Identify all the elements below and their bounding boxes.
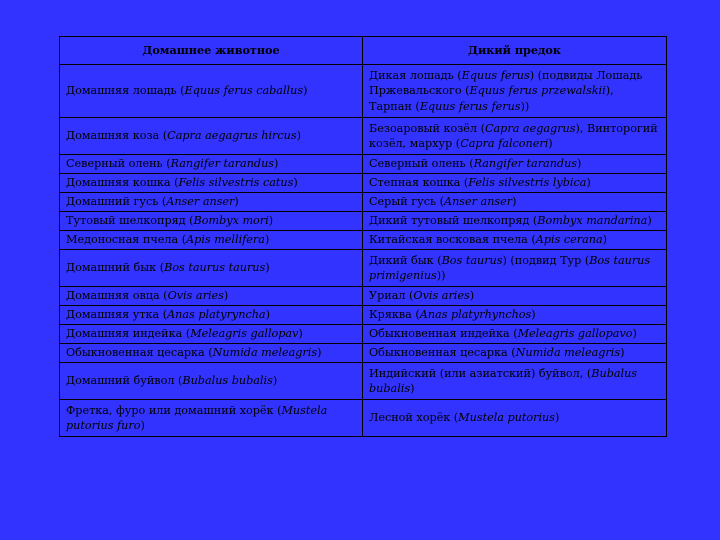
cell-text: ) [586,176,591,190]
header-wild: Дикий предок [363,37,667,65]
table-row [60,344,667,363]
table-row [60,193,667,212]
cell-text: Домашняя овца ( [66,289,168,303]
cell-text: Северный олень ( [66,157,171,171]
latin-name: Rangifer tarandus [170,157,275,171]
latin-name: Felis silvestris catus [178,176,294,190]
wild-cell [363,400,667,437]
wild-cell [363,118,667,155]
latin-name: Numida meleagris [212,346,318,360]
domestic-cell [60,287,363,306]
latin-name: Apis mellifera [186,233,265,247]
wild-cell [363,287,667,306]
header-domestic: Домашнее животное [60,37,363,65]
cell-text: ) [620,346,625,360]
wild-cell [363,174,667,193]
cell-text: ) [293,176,298,190]
cell-text: ) [512,195,517,209]
cell-text: ) [317,346,322,360]
latin-name: Mustela putorius furo [66,403,328,432]
latin-name: Anser anser [166,195,235,209]
cell-text: ) [632,327,637,341]
cell-text: Кряква ( [369,308,420,322]
cell-text: ) [531,308,536,322]
domestic-cell [60,155,363,174]
cell-text: )) [520,99,530,113]
domestic-wild-table [59,36,667,437]
table-row [60,400,667,437]
cell-text: Китайская восковая пчела ( [369,233,536,247]
cell-text: Безоаровый козёл ( [369,121,485,135]
latin-name: Equus ferus [461,68,530,82]
domestic-cell [60,344,363,363]
cell-text: ) (подвид Тур ( [502,253,590,267]
cell-text: Северный олень ( [369,157,474,171]
cell-text: Домашняя утка ( [66,308,168,322]
wild-cell [363,344,667,363]
latin-name: Bombyx mandarina [537,214,648,228]
cell-text: Степная кошка ( [369,176,469,190]
latin-name: Equus ferus przewalskii [469,84,606,98]
cell-text: Домашний буйвол ( [66,374,183,388]
wild-cell [363,231,667,250]
cell-text: ) [268,214,274,228]
table-row [60,363,667,400]
domestic-cell [60,250,363,287]
wild-cell [363,325,667,344]
cell-text: ) [298,327,303,341]
latin-name: Anas platyryncha [167,308,266,322]
cell-text: ) [234,195,239,209]
latin-name: Bos taurus taurus [164,261,266,275]
domestic-cell [60,363,363,400]
wild-cell [363,65,667,118]
latin-name: Capra aegagrus hircus [167,129,297,143]
cell-text: Дикий тутовый шелкопряд ( [369,214,538,228]
table-row [60,118,667,155]
cell-text: Дикая лошадь ( [369,68,462,82]
domestic-cell [60,212,363,231]
wild-cell [363,306,667,325]
latin-name: Anser anser [443,195,513,209]
cell-text: Серый гусь ( [369,195,444,209]
domestic-cell [60,325,363,344]
table-row [60,212,667,231]
latin-name: Capra aegagrus [484,121,576,135]
cell-text: ) [647,214,652,228]
table-row [60,287,667,306]
cell-text: Фретка, фуро или домашний хорёк ( [66,403,282,417]
cell-text: ), Тарпан ( [369,84,614,113]
table-row [60,174,667,193]
cell-text: Домашняя коза ( [66,129,168,143]
latin-name: Bos taurus [441,253,503,267]
cell-text: ) [272,374,278,388]
cell-text: ) [296,129,301,143]
latin-name: Rangifer tarandus [473,157,578,171]
latin-name: Felis silvestris lybica [468,176,587,190]
wild-cell [363,212,667,231]
cell-text: Домашний бык ( [66,261,165,275]
domestic-cell [60,118,363,155]
latin-name: Capra falconeri [460,137,549,150]
cell-text: ) [469,289,475,303]
cell-text: ) [602,233,608,247]
wild-cell [363,363,667,400]
cell-text: Уриал ( [369,289,414,303]
cell-text: ) [577,157,582,171]
cell-text: ) (подвиды Лошадь Пржевальского ( [369,68,643,98]
cell-text: Обыкновенная цесарка ( [66,346,213,360]
cell-text: ) [410,382,415,395]
cell-text: ) [548,137,553,150]
table-row [60,155,667,174]
domestic-cell [60,174,363,193]
cell-text: Тутовый шелкопряд ( [66,214,194,228]
latin-name: Bos taurus primigenius [369,253,651,282]
cell-text: ) [264,233,270,247]
domestic-cell [60,65,363,118]
wild-cell [363,155,667,174]
latin-name: Apis cerana [535,233,603,247]
cell-text: ) [274,157,279,171]
cell-text: ) [265,261,270,275]
domestic-cell [60,231,363,250]
latin-name: Bombyx mori [193,214,269,228]
latin-name: Ovis aries [167,289,224,303]
table-row [60,306,667,325]
latin-name: Equus ferus ferus [419,99,521,113]
latin-name: Ovis aries [413,289,470,303]
latin-name: Meleagris gallopav [190,327,299,341]
cell-text: Дикий бык ( [369,253,442,267]
wild-cell [363,193,667,212]
cell-text: Обыкновенная индейка ( [369,327,518,341]
table-header-row [60,37,667,65]
latin-name: Numida meleagris [515,346,621,360]
cell-text: Индийский (или азиатский) буйвол, ( [369,366,592,380]
table-row [60,231,667,250]
latin-name: Equus ferus caballus [184,84,304,98]
domestic-cell [60,193,363,212]
cell-text: ), Винторогий козёл, мархур ( [369,121,658,150]
cell-text: Лесной хорёк ( [369,411,459,425]
cell-text: ) [223,289,229,303]
domestic-cell [60,400,363,437]
cell-text: ) [554,411,560,425]
cell-text: Обыкновенная цесарка ( [369,346,516,360]
cell-text: ) [303,84,308,98]
latin-name: Anas platyrhynchos [419,308,532,322]
table-row [60,250,667,287]
cell-text: Домашняя индейка ( [66,327,191,341]
latin-name: Meleagris gallopavo [517,327,633,341]
cell-text: )) [436,269,446,282]
cell-text: Домашний гусь ( [66,195,167,209]
table-row [60,65,667,118]
latin-name: Bubalus bubalis [369,366,638,395]
latin-name: Bubalus bubalis [182,374,273,388]
wild-cell [363,250,667,287]
cell-text: Домашняя лошадь ( [66,84,185,98]
cell-text: Медоносная пчела ( [66,233,187,247]
domestic-cell [60,306,363,325]
cell-text: Домашняя кошка ( [66,176,179,190]
table-row [60,325,667,344]
cell-text: ) [140,419,145,432]
cell-text: ) [265,308,270,322]
latin-name: Mustela putorius [458,411,555,425]
